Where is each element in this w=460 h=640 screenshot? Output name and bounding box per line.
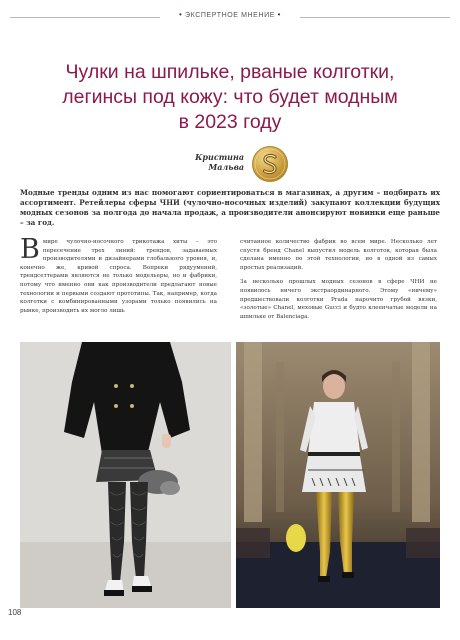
title-line: Чулки на шпильке, рваные колготки, [65, 61, 395, 83]
rubric-text: ЭКСПЕРТНОЕ МНЕНИЕ [184, 12, 276, 19]
bullet-icon: • [179, 10, 183, 19]
page-number: 108 [8, 608, 22, 617]
rubric-header [0, 6, 460, 28]
body-paragraph: считанное количество фабрик во всем мире. Несколько лет спустя бренд Chanel выпустил модель колготок, которая была сделана именно по этой технологии, но в одной из самых простых реализаций. [240, 239, 437, 271]
rubric-divider-left [10, 17, 160, 18]
title-line: в 2023 году [178, 111, 282, 133]
lead-paragraph: Модные тренды одним из нас помогают сориентироваться в магазинах, а другим – подбирать их ассортимент. Ретейлеры сферы ЧНИ (чулочно-носочных изделий) закупают коллекции будущих модных сезонов за полгода до начала продаж, а производители анонсируют новинки еще раньше – за год. [20, 188, 440, 227]
article-title [20, 60, 440, 135]
rubric-divider-right [300, 17, 450, 18]
body-column-right [240, 238, 437, 327]
author-first-name: Кристина [195, 152, 244, 162]
bullet-icon: • [277, 10, 281, 19]
body-text: мире чулочно-носочного трикотажа хиты – это пересечение трех линий: трендов, задаваемых производителями и дизайнерами глобального уровня, и, конечно же, кривой спроса. Вопреки рядуумений, трендсеттерами являются не только модельеры, но и фабрики, потому что именно они как производители предлагают новые технологии и первыми создают прототипы. Так, например, когда колготки с комбинированными узорами только появились на рынке, производить их могло лишь [20, 239, 217, 314]
photo-lace-tights-model [20, 342, 231, 608]
drop-cap: В [20, 234, 40, 265]
author-last-name: Мальва [208, 162, 244, 172]
body-paragraph: За несколько прошлых модных сезонов в сфере ЧНИ не появилось ничего экстраординарного. Этому «ничему» предшествовали колготки Prada нарочито грубой вязки, «золотые» Chanel, меховые Gucci и будто клеенчатые модели на шпильке от Balenciaga. [240, 279, 437, 320]
author-byline [150, 152, 244, 172]
title-line: легинсы под кожу: что будет модным [62, 86, 398, 108]
body-column-left [20, 234, 217, 315]
rubric-label [160, 10, 300, 19]
gold-s-emblem-icon [252, 146, 288, 182]
photo-runway-golden-tights [236, 342, 440, 608]
